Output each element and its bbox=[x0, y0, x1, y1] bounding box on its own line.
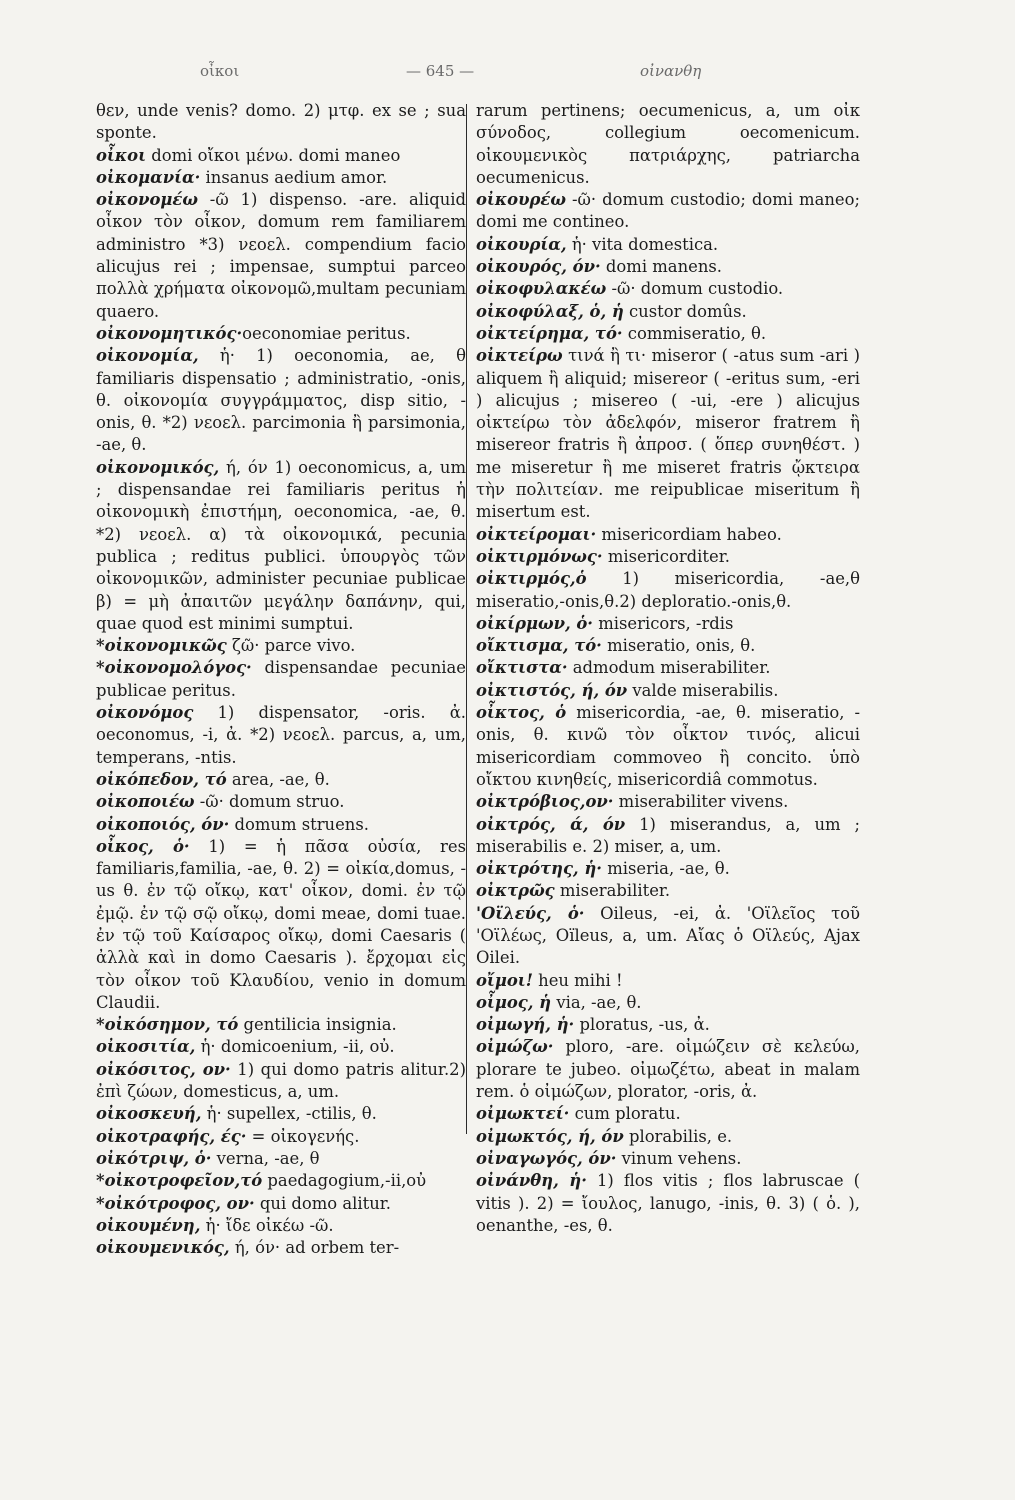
dictionary-entry bbox=[96, 1126, 466, 1148]
dictionary-entry bbox=[96, 1103, 466, 1125]
entry-definition: cum ploratu. bbox=[569, 1104, 681, 1124]
dictionary-entry bbox=[96, 1059, 466, 1104]
dictionary-entry bbox=[476, 234, 860, 256]
entry-definition: domi manens. bbox=[600, 257, 723, 277]
dictionary-entry bbox=[476, 858, 860, 880]
entry-headword: οἰκτιστός, ή, όν bbox=[476, 680, 628, 700]
entry-definition: Oileus, -ei, ἀ. 'Οϊλεῖος τοῦ 'Οϊλέως, Oïleus, a, um. Αἴας ὁ Οϊλεύς, Ajax Oilei. bbox=[476, 903, 860, 968]
dictionary-entry bbox=[476, 546, 860, 568]
entry-definition: oeconomiae peritus. bbox=[242, 323, 411, 343]
entry-headword: οἰκοφύλαξ, ὁ, ἡ bbox=[476, 301, 624, 321]
entry-headword: οἰκουρός, όν· bbox=[476, 257, 601, 277]
dictionary-entry bbox=[96, 814, 466, 836]
entry-headword: οἰκοποιέω bbox=[96, 792, 195, 812]
dictionary-entry bbox=[96, 145, 466, 167]
entry-definition: rarum pertinens; oecumenicus, a, um οἰκ σύνοδος, collegium oecomenicum. οἰκουμενικὸς πατριάρχης, patriarcha oecumenicus. bbox=[476, 101, 860, 187]
entry-headword: *οἰκόσημον, τό bbox=[96, 1015, 239, 1035]
dictionary-entry bbox=[96, 167, 466, 189]
entry-headword: 'Οϊλεύς, ὁ· bbox=[476, 903, 585, 923]
entry-headword: *οἰκονομολόγος· bbox=[96, 658, 252, 678]
dictionary-entry bbox=[476, 992, 860, 1014]
entry-headword: οἰναγωγός, όν· bbox=[476, 1148, 617, 1168]
entry-definition: miseratio, onis, θ. bbox=[601, 636, 756, 656]
dictionary-entry bbox=[96, 189, 466, 323]
entry-headword: οἰκοσιτία, bbox=[96, 1037, 196, 1057]
entry-headword: οἰκουμένη, bbox=[96, 1215, 201, 1235]
entry-definition: misericorditer. bbox=[602, 546, 730, 566]
entry-headword: οἰκίρμων, ὁ· bbox=[476, 613, 594, 633]
dictionary-entry bbox=[476, 323, 860, 345]
entry-definition: heu mihi ! bbox=[532, 970, 623, 990]
dictionary-entry bbox=[96, 657, 466, 702]
entry-definition: miserabiliter vivens. bbox=[613, 792, 789, 812]
dictionary-entry bbox=[96, 323, 466, 345]
dictionary-entry bbox=[476, 345, 860, 523]
entry-definition: paedagogium,-ii,οὐ bbox=[262, 1171, 427, 1191]
entry-headword: οἶκοι bbox=[96, 145, 147, 165]
dictionary-entry bbox=[96, 1215, 466, 1237]
dictionary-entry bbox=[476, 680, 860, 702]
entry-definition: gentilicia insignia. bbox=[238, 1015, 397, 1035]
entry-headword: οἰμωκτός, ή, όν bbox=[476, 1126, 624, 1146]
dictionary-entry bbox=[96, 1237, 466, 1259]
entry-headword: οἰκονόμος bbox=[96, 703, 194, 723]
dictionary-entry bbox=[476, 1036, 860, 1103]
entry-headword: οἰκουμενικός, bbox=[96, 1238, 230, 1258]
left-column bbox=[96, 100, 466, 1259]
dictionary-entry bbox=[476, 791, 860, 813]
dictionary-entry bbox=[96, 100, 466, 145]
entry-definition: ἡ· supellex, -ctilis, θ. bbox=[201, 1104, 377, 1124]
entry-definition: 1) flos vitis ; flos labruscae ( vitis ). 2) = ἴουλος, lanugo, -inis, θ. 3) ( ὁ. ), oenanthe, -es, θ. bbox=[476, 1171, 861, 1235]
dictionary-entry bbox=[476, 1148, 860, 1170]
entry-headword: οἰκτρῶς bbox=[476, 881, 555, 901]
entry-definition: misericors, -rdis bbox=[593, 613, 734, 633]
entry-headword: οἰκόπεδον, τό bbox=[96, 769, 227, 789]
dictionary-entry bbox=[476, 880, 860, 902]
dictionary-entry bbox=[476, 1014, 860, 1036]
entry-definition: 1) = ἡ πᾶσα οὐσία, res familiaris,familia, -ae, θ. 2) = οἰκία,domus, -us θ. ἐν τῷ οἴκῳ, κατ' οἶκον, domi. ἐν τῷ ἐμῷ. ἐν τῷ σῷ οἴκῳ, domi meae, domi tuae. ἐν τῷ τοῦ Καίσαρος οἴκῳ, domi Caesaris ( ἀλλὰ καὶ in domo Caesaris ). ἔρχομαι εἰς τὸν οἶκον τοῦ Κλαυδίου, venio in domum Claudii. bbox=[96, 836, 466, 1012]
entry-headword: οἰκτείρημα, τό· bbox=[476, 323, 623, 343]
entry-definition: ή, όν· ad orbem ter- bbox=[229, 1238, 400, 1258]
entry-definition: ploro, -are. οἰμώζειν σὲ κελεύω, plorare te jubeo. οἰμωζέτω, abeat in malam rem. ὁ οἰμώζων, plorator, -oris, ἀ. bbox=[476, 1037, 860, 1102]
entry-definition: ἡ· 1) oeconomia, ae, θ familiaris dispensatio ; administratio, -onis, θ. οἰκονομία συγγράμματος, disp sitio, -onis, θ. *2) νεοελ. parcimonia ἢ parsimonia, -ae, θ. bbox=[96, 346, 466, 455]
entry-definition: -ῶ 1) dispenso. -are. aliquid οἶκον τὸν οἶκον, domum rem familiarem administro *3) νεοελ. compendium facio alicujus rei ; impensae, sumptui parceo πολλὰ χρήματα οἰκονομῶ,multam pecuniam quaero. bbox=[96, 190, 466, 321]
entry-definition: miseria, -ae, θ. bbox=[601, 859, 730, 879]
entry-definition: admodum miserabiliter. bbox=[567, 658, 771, 678]
entry-headword: οἰκτιρμός,ὁ bbox=[476, 569, 587, 589]
dictionary-entry bbox=[476, 1126, 860, 1148]
entry-headword: οἶκτος, ὁ bbox=[476, 703, 567, 723]
entry-headword: οἰμωκτεί· bbox=[476, 1104, 570, 1124]
entry-headword: οἰκόσιτος, ον· bbox=[96, 1059, 231, 1079]
entry-headword: οἰμώζω· bbox=[476, 1037, 554, 1057]
dictionary-entry bbox=[476, 524, 860, 546]
entry-headword: οἰκονομητικός· bbox=[96, 323, 243, 343]
entry-definition: insanus aedium amor. bbox=[200, 167, 388, 187]
dictionary-entry bbox=[96, 457, 466, 635]
entry-headword: οἰκτρότης, ἡ· bbox=[476, 859, 602, 879]
dictionary-entry bbox=[476, 657, 860, 679]
entry-headword: οἴκτιστα· bbox=[476, 658, 568, 678]
entry-headword: οἶκος, ὁ· bbox=[96, 836, 190, 856]
entry-definition: plorabilis, e. bbox=[623, 1126, 733, 1146]
entry-headword: οἴκτισμα, τό· bbox=[476, 636, 602, 656]
dictionary-entry bbox=[96, 836, 466, 1014]
entry-definition: qui domo alitur. bbox=[254, 1193, 392, 1213]
entry-definition: misericordia, -ae, θ. miseratio, -onis, θ. κινῶ τὸν οἶκτον τινός, alicui misericordiam commoveo ἢ concito. ὑπὸ οἴκτου κινηθείς, misericordiâ commotus. bbox=[476, 703, 860, 789]
entry-definition: 1) dispensator, -oris. ἀ. oeconomus, -i, ἀ. *2) νεοελ. parcus, a, um, temperans, -ntis. bbox=[96, 703, 466, 767]
entry-headword: οἰκονομία, bbox=[96, 346, 199, 366]
header-right-guide-word: οἰνανθη bbox=[640, 62, 702, 80]
entry-headword: οἰκοτραφής, ές· bbox=[96, 1126, 247, 1146]
dictionary-entry bbox=[476, 278, 860, 300]
entry-definition: ἡ· domicoenium, -ii, οὐ. bbox=[195, 1037, 395, 1057]
dictionary-entry bbox=[96, 791, 466, 813]
entry-headword: οἰκουρία, bbox=[476, 234, 567, 254]
entry-definition: -ῶ· domum custodio; domi maneo; domi me contineo. bbox=[476, 190, 860, 232]
entry-headword: οἶμος, ἡ bbox=[476, 992, 552, 1012]
entry-headword: οἰμωγή, ἡ· bbox=[476, 1015, 575, 1035]
dictionary-entry bbox=[476, 1170, 860, 1237]
entry-definition: area, -ae, θ. bbox=[226, 769, 330, 789]
dictionary-entry bbox=[476, 568, 860, 613]
entry-headword: οἰκομανία· bbox=[96, 167, 201, 187]
entry-definition: τινά ἢ τι· miseror ( -atus sum -ari ) aliquem ἢ aliquid; misereor ( -eritus sum, -eri ) alicujus ; misereo ( -ui, -ere ) alicujus οἰκτείρω τὸν ἀδελφόν, miseror fratrem ἢ misereor fratris ἢ ἀπροσ. ( ὅπερ συνηθέστ. ) me miseretur ἢ me miseret fratris ᾤκτειρα τὴν πολιτείαν. me reipublicae miseritum ἢ misertum est. bbox=[476, 346, 860, 522]
entry-headword: οἰκονομικός, bbox=[96, 457, 220, 477]
entry-definition: ἡ· vita domestica. bbox=[566, 234, 719, 254]
dictionary-entry bbox=[476, 903, 860, 970]
dictionary-entry bbox=[96, 635, 466, 657]
entry-definition: ή, όν 1) oeconomicus, a, um ; dispensandae rei familiaris peritus ἡ οἰκονομικὴ ἐπιστήμη, oeconomica, -ae, θ. *2) νεοελ. α) τὰ οἰκονομικά, pecunia publica ; reditus publici. ὑπουργὸς τῶν οἰκονομικῶν, administer pecuniae publicae β) = μὴ ἀπαιτῶν μεγάλην δαπάνην, qui, quae quod est minimi sumptui. bbox=[96, 457, 466, 633]
dictionary-entry bbox=[476, 702, 860, 791]
entry-headword: οἰκουρέω bbox=[476, 190, 566, 210]
entry-headword: *οἰκότροφος, ον· bbox=[96, 1193, 255, 1213]
dictionary-entry bbox=[476, 100, 860, 189]
entry-headword: οἰκτείρω bbox=[476, 346, 563, 366]
dictionary-entry bbox=[96, 1036, 466, 1058]
dictionary-entry bbox=[476, 1103, 860, 1125]
entry-definition: 1) qui domo patris alitur.2) ἐπὶ ζώων, domesticus, a, um. bbox=[96, 1059, 466, 1102]
entry-definition: 1) miserandus, a, um ; miserabilis e. 2) miser, a, um. bbox=[476, 814, 860, 856]
entry-definition: custor domûs. bbox=[623, 301, 747, 321]
entry-headword: οἰκοφυλακέω bbox=[476, 279, 607, 299]
dictionary-entry bbox=[96, 1193, 466, 1215]
dictionary-entry bbox=[96, 769, 466, 791]
entry-headword: οἰκτρός, ά, όν bbox=[476, 814, 626, 834]
entry-definition: valde miserabilis. bbox=[627, 680, 779, 700]
entry-definition: via, -ae, θ. bbox=[551, 992, 642, 1012]
entry-headword: οἰκτρόβιος,ον· bbox=[476, 792, 614, 812]
entry-definition: commiseratio, θ. bbox=[622, 323, 767, 343]
entry-headword: οἰκτείρομαι· bbox=[476, 524, 597, 544]
dictionary-entry bbox=[96, 1014, 466, 1036]
entry-definition: misericordiam habeo. bbox=[596, 524, 782, 544]
entry-headword: οἰκτιρμόνως· bbox=[476, 546, 603, 566]
entry-definition: ploratus, -us, ἀ. bbox=[574, 1015, 710, 1035]
dictionary-entry bbox=[96, 702, 466, 769]
entry-definition: vinum vehens. bbox=[616, 1148, 742, 1168]
right-column bbox=[476, 100, 860, 1237]
dictionary-entry bbox=[96, 1170, 466, 1192]
column-divider bbox=[466, 104, 467, 1134]
page-number: — 645 — bbox=[406, 62, 475, 80]
dictionary-entry bbox=[476, 189, 860, 234]
entry-definition: = οἰκογενής. bbox=[246, 1126, 360, 1146]
entry-headword: οἴμοι! bbox=[476, 970, 533, 990]
dictionary-entry bbox=[476, 970, 860, 992]
entry-definition: domi οἴκοι μένω. domi maneo bbox=[146, 145, 401, 165]
dictionary-entry bbox=[476, 814, 860, 859]
entry-headword: οἰκότριψ, ὁ· bbox=[96, 1148, 212, 1168]
entry-definition: -ῶ· domum custodio. bbox=[606, 279, 784, 299]
entry-definition: dispensandae pecuniae publicae peritus. bbox=[96, 658, 466, 700]
entry-definition: miserabiliter. bbox=[554, 881, 671, 901]
entry-headword: οἰνάνθη, ἡ· bbox=[476, 1171, 587, 1191]
entry-definition: 1) misericordia, -ae,θ miseratio,-onis,θ.2) deploratio.-onis,θ. bbox=[476, 569, 860, 611]
dictionary-entry bbox=[96, 345, 466, 456]
entry-headword: οἰκονομέω bbox=[96, 190, 198, 210]
entry-definition: ἡ· ἴδε οἰκέω -ῶ. bbox=[200, 1215, 334, 1235]
entry-headword: *οἰκοτροφεῖον,τό bbox=[96, 1171, 263, 1191]
dictionary-entry bbox=[96, 1148, 466, 1170]
entry-headword: οἰκοσκευή, bbox=[96, 1104, 202, 1124]
entry-definition: -ῶ· domum struo. bbox=[194, 792, 345, 812]
entry-headword: οἰκοποιός, όν· bbox=[96, 814, 230, 834]
entry-definition: domum struens. bbox=[229, 814, 369, 834]
header-left-guide-word: οἶκοι bbox=[200, 62, 240, 80]
entry-definition: verna, -ae, θ bbox=[211, 1148, 320, 1168]
entry-headword: *οἰκονομικῶς bbox=[96, 636, 227, 656]
entry-definition: θεν, unde venis? domo. 2) μτφ. ex se ; sua sponte. bbox=[96, 101, 466, 143]
dictionary-entry bbox=[476, 613, 860, 635]
dictionary-entry bbox=[476, 635, 860, 657]
entry-definition: ζῶ· parce vivo. bbox=[226, 636, 356, 656]
dictionary-entry bbox=[476, 256, 860, 278]
dictionary-entry bbox=[476, 301, 860, 323]
